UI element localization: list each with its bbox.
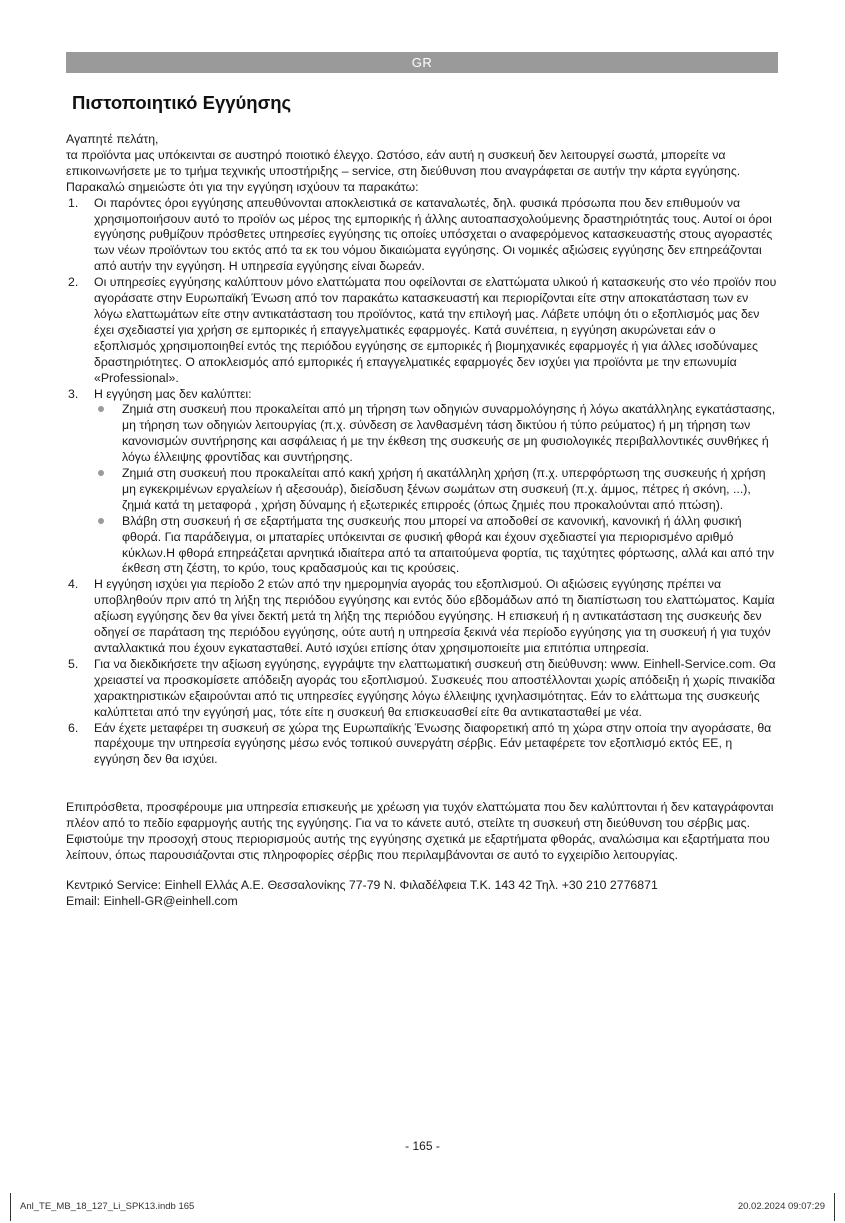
term-item (66, 577, 778, 657)
term-item (66, 721, 778, 769)
warranty-content (66, 132, 778, 910)
term-text: Οι παρόντες όροι εγγύησης απευθύνονται αποκλειστικά σε καταναλωτές, δηλ. φυσικά πρόσωπα που δεν επιθυμούν να χρησιμοποιήσουν αυτό το προϊόν ως μέρος της εμπορικής ή άλλης αυτοαπασχολούμενης δραστηριότητάς τους. Αυτοί οι όροι εγγύησης ρυθμίζουν πρόσθετες υπηρεσίες εγγύησης τις οποίες υπόσχεται ο αναφερόμενος κατασκευαστής στους αγοραστές των νέων προϊόντων του εκτός από τα εκ του νόμου δικαιώματα εγγύησης. Οι νομικές αξιώσεις εγγύησης δεν επηρεάζονται από αυτήν την εγγύηση. Η υπηρεσία εγγύησης είναι δωρεάν. (94, 195, 773, 274)
footer-crop-mark-right (834, 1193, 835, 1221)
term-text: Εάν έχετε μεταφέρει τη συσκευή σε χώρα της Ευρωπαϊκής Ένωσης διαφορετική από τη χώρα στην οποία την αγοράσατε, θα παρέχουμε την υπηρεσία εγγύησης μέσω ενός τοπικού συνεργάτη σέρβις. Εάν μεταφέρετε τον εξοπλισμό εκτός ΕΕ, η εγγύηση δεν θα ισχύει. (94, 720, 772, 767)
language-header-bar: GR (66, 52, 778, 73)
footer-crop-mark-left (10, 1193, 11, 1221)
exclusion-item (94, 466, 778, 514)
footer-datetime: 20.02.2024 09:07:29 (737, 1201, 825, 1212)
exclusion-text: Βλάβη στη συσκευή ή σε εξαρτήματα της συσκευής που μπορεί να αποδοθεί σε κανονική, κανονική ή άλλη φυσική φθορά. Για παράδειγμα, οι μπαταρίες υπόκεινται σε φυσική φθορά και έχουν σχεδιαστεί για περιορισμένο αριθμό κύκλων.Η φθορά επηρεάζεται αρνητικά ιδιαίτερα από τα απαιτούμενα φορτία, τις ταχύτητες φόρτωσης, αλλά και από την έκθεση στη ζέστη, το κρύο, τους κραδασμούς και τις κρούσεις. (122, 513, 775, 576)
intro-text: τα προϊόντα μας υπόκεινται σε αυστηρό ποιοτικό έλεγχο. Ωστόσο, εάν αυτή η συσκευή δεν λειτουργεί σωστά, μπορείτε να επικοινωνήσετε με το τμήμα τεχνικής υποστήριξης – service, στη διεύθυνση που αναγράφεται σε αυτήν την κάρτα εγγύησης. Παρακαλώ σημειώστε ότι για την εγγύηση ισχύουν τα παρακάτω: (66, 147, 741, 194)
terms-list (66, 196, 778, 769)
term-item (66, 657, 778, 721)
term-number: 3. (68, 386, 79, 401)
term-number: 5. (68, 656, 79, 671)
exclusion-text: Ζημιά στη συσκευή που προκαλείται από κακή χρήση ή ακατάλληλη χρήση (π.χ. υπερφόρτωση της συσκευής ή χρήση μη εγκεκριμένων εργαλείων ή αξεσουάρ), διείσδυση ξένων σωμάτων στη συσκευή (π.χ. άμμος, πέτρες ή σκόνη, ...), ζημιά κατά τη μεταφορά , χρήση δύναμης ή εξωτερικές επιρροές (όπως ζημιές που προκαλούνται από πτώση). (122, 466, 766, 512)
service-contact: Κεντρικό Service: Einhell Ελλάς Α.Ε. Θεσσαλονίκης 77-79 Ν. Φιλαδέλφεια Τ.Κ. 143 42 Τηλ. +30 210 2776871 (66, 877, 658, 892)
term-text: Οι υπηρεσίες εγγύησης καλύπτουν μόνο ελαττώματα που οφείλονται σε ελαττώματα υλικού ή κατασκευής στο νέο προϊόν που αγοράσατε στην Ευρωπαϊκή Ένωση από τον παρακάτω κατασκευαστή και περιορίζονται είτε στην αποκατάσταση των εν λόγω ελαττωμάτων είτε στην αντικατάσταση του προϊόντος, κατά την επιλογή μας. Λάβετε υπόψη ότι ο εξοπλισμός μας δεν έχει σχεδιαστεί για χρήση σε εμπορικές ή επαγγελματικές εφαρμογές. Κατά συνέπεια, η εγγύηση ακυρώνεται εάν ο εξοπλισμός χρησιμοποιηθεί εντός της περιόδου εγγύησης σε εμπορικές ή βιομηχανικές εφαρμογές ή για άλλες ισοδύναμες δραστηριότητες. Ο αποκλεισμός από εμπορικές ή επαγγελματικές εφαρμογές δεν ισχύει για προϊόντα με την επωνυμία «Professional». (94, 275, 777, 385)
exclusion-item (94, 514, 778, 578)
term-text: Η εγγύηση ισχύει για περίοδο 2 ετών από την ημερομηνία αγοράς του εξοπλισμού. Οι αξιώσεις εγγύησης πρέπει να υποβληθούν πριν από τη λήξη της περιόδου εγγύησης και εντός δύο εβδομάδων από τη διαπίστωση του ελαττώματος. Καμία αξίωση εγγύησης δεν θα γίνει δεκτή μετά τη λήξη της περιόδου εγγύησης. Η επισκευή ή η αντικατάσταση της συσκευής δεν οδηγεί σε παράταση της περιόδου εγγύησης, ούτε αυτή η υπηρεσία ξεκινά νέα περίοδο εγγύησης για τη συσκευή ή για τυχόν ανταλλακτικά που έχουν εγκατασταθεί. Αυτό ισχύει επίσης όταν χρησιμοποιείτε μια επιτόπια υπηρεσία. (94, 577, 775, 655)
term-item (66, 387, 778, 578)
page-title: Πιστοποιητικό Εγγύησης (72, 92, 292, 113)
term-number: 6. (68, 720, 79, 735)
page-number: - 165 - (405, 1139, 440, 1153)
term-number: 4. (68, 577, 79, 592)
term-number: 1. (68, 195, 79, 210)
exclusion-item (94, 402, 778, 466)
term-text: Η εγγύηση μας δεν καλύπτει: (94, 386, 252, 401)
bullet-icon (98, 518, 104, 524)
exclusions-list (94, 402, 778, 577)
bullet-icon (98, 406, 104, 412)
term-number: 2. (68, 275, 79, 290)
term-item (66, 275, 778, 386)
footer-file-info: Anl_TE_MB_18_127_Li_SPK13.indb 165 (20, 1201, 195, 1212)
term-item (66, 196, 778, 276)
exclusion-text: Ζημιά στη συσκευή που προκαλείται από μη τήρηση των οδηγιών συναρμολόγησης ή λόγω ακατάλληλης εγκατάστασης, μη τήρηση των οδηγιών λειτουργίας (π.χ. σύνδεση σε λανθασμένη τάση δικτύου ή τύπο ρεύματος) ή μη τήρηση των κανονισμών συντήρησης και ασφάλειας ή με την έκθεση της συσκευής σε μη φυσιολογικές περιβαλλοντικές συνθήκες ή λόγω έλλειψης φροντίδας και συντήρησης. (122, 402, 776, 465)
intro-greeting: Αγαπητέ πελάτη, (66, 132, 159, 146)
bullet-icon (98, 470, 104, 476)
additional-service-text: Επιπρόσθετα, προσφέρουμε μια υπηρεσία επισκευής με χρέωση για τυχόν ελαττώματα που δεν καλύπτονται ή δεν καταγράφονται πλέον από το πεδίο εφαρμογής αυτής της εγγύησης. Για να το κάνετε αυτό, στείλτε τη συσκευή στη διεύθυνση του σέρβις μας. Εφιστούμε την προσοχή στους περιορισμούς αυτής της εγγύησης σχετικά με εξαρτήματα φθοράς, αναλώσιμα και εξαρτήματα που λείπουν, όπως παρουσιάζονται στις πληροφορίες σέρβις που περιλαμβάνονται σε αυτό το εγχειρίδιο λειτουργίας. (66, 800, 774, 862)
service-email: Email: Einhell-GR@einhell.com (66, 893, 238, 908)
term-text: Για να διεκδικήσετε την αξίωση εγγύησης, εγγράψτε την ελαττωματική συσκευή στη διεύθυνση: www. Einhell-Service.com. Θα χρειαστεί να προσκομίσετε απόδειξη αγοράς του εξοπλισμού. Συσκευές που αποστέλλονται χωρίς απόδειξη ή χωρίς πινακίδα χαρακτηριστικών εξαιρούνται από τις υπηρεσίες εγγύησης λόγω έλλειψης ιχνηλασιμότητας. Εάν το ελάττωμα της συσκευής καλύπτεται από την εγγύησή μας, τότε είτε η συσκευή θα επισκευασθεί είτε θα αντικατασταθεί με νέα. (94, 656, 776, 719)
